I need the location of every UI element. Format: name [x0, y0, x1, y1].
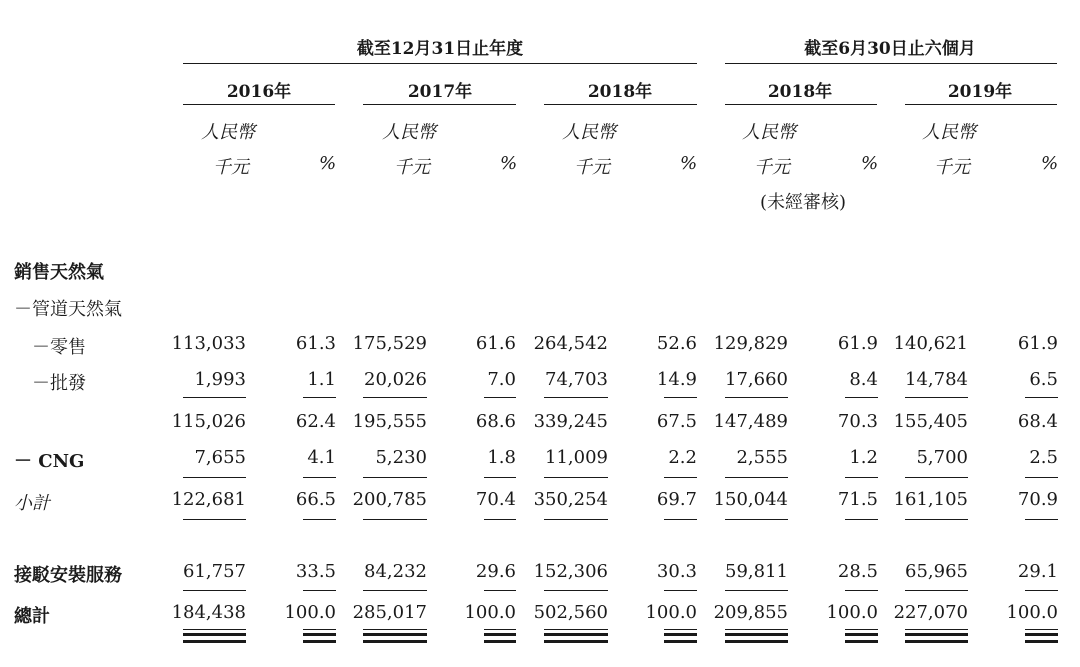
- subtotal-underline: [363, 519, 427, 520]
- percent-cell: 70.9: [1017, 489, 1058, 510]
- amount-cell: 113,033: [171, 333, 246, 354]
- unit-currency: 人民幣: [922, 122, 976, 143]
- amount-cell: 155,405: [893, 411, 968, 432]
- total-overline: [905, 629, 968, 630]
- total-double-rule: [183, 640, 246, 643]
- service-rule: [303, 590, 336, 591]
- amount-cell: 74,703: [545, 369, 608, 390]
- total-double-rule: [183, 633, 246, 636]
- percent-cell: 33.5: [295, 561, 336, 582]
- percent-cell: 70.4: [475, 489, 516, 510]
- subtotal-underline: [905, 519, 968, 520]
- percent-cell: 30.3: [656, 561, 697, 582]
- percent-cell: 29.1: [1017, 561, 1058, 582]
- percent-cell: 1.8: [487, 447, 516, 468]
- amount-cell: 2,555: [736, 447, 788, 468]
- percent-cell: 61.9: [837, 333, 878, 354]
- percent-cell: 4.1: [307, 447, 336, 468]
- total-overline: [484, 629, 516, 630]
- row-label: 總計: [14, 606, 50, 627]
- amount-cell: 17,660: [725, 369, 788, 390]
- amount-cell: 175,529: [352, 333, 427, 354]
- percent-cell: 100.0: [645, 602, 697, 623]
- cng-rule: [363, 477, 427, 478]
- total-double-rule: [664, 633, 697, 636]
- year-rule: [725, 104, 877, 105]
- cng-rule: [303, 477, 336, 478]
- row-label: － CNG: [14, 451, 85, 472]
- cng-rule: [725, 477, 788, 478]
- percent-cell: 61.6: [475, 333, 516, 354]
- unit-currency: 人民幣: [201, 122, 255, 143]
- total-overline: [363, 629, 427, 630]
- header-year-period: 截至12月31日止年度: [356, 39, 524, 59]
- amount-cell: 61,757: [183, 561, 246, 582]
- cng-rule: [183, 477, 246, 478]
- percent-cell: 28.5: [837, 561, 878, 582]
- amount-cell: 161,105: [893, 489, 968, 510]
- subtotal-rule: [725, 397, 788, 398]
- amount-cell: 129,829: [713, 333, 788, 354]
- cng-rule: [484, 477, 516, 478]
- total-double-rule: [544, 633, 608, 636]
- unit-thousand: 千元: [394, 157, 430, 178]
- amount-cell: 285,017: [352, 602, 427, 623]
- cng-rule: [544, 477, 608, 478]
- amount-cell: 227,070: [893, 602, 968, 623]
- subtotal-underline: [1025, 519, 1058, 520]
- unit-currency: 人民幣: [382, 122, 436, 143]
- unit-thousand: 千元: [754, 157, 790, 178]
- subtotal-underline: [544, 519, 608, 520]
- unit-percent: %: [500, 153, 518, 174]
- total-double-rule: [303, 633, 336, 636]
- amount-cell: 140,621: [893, 333, 968, 354]
- subtotal-underline: [183, 519, 246, 520]
- subtotal-rule: [363, 397, 427, 398]
- total-double-rule: [303, 640, 336, 643]
- amount-cell: 20,026: [364, 369, 427, 390]
- year-header-2017: 2017年: [407, 82, 473, 102]
- percent-cell: 69.7: [656, 489, 697, 510]
- year-header-2016: 2016年: [226, 82, 292, 102]
- service-rule: [484, 590, 516, 591]
- total-overline: [1025, 629, 1058, 630]
- percent-cell: 2.5: [1029, 447, 1058, 468]
- cng-rule: [1025, 477, 1058, 478]
- amount-cell: 14,784: [905, 369, 968, 390]
- unit-currency: 人民幣: [742, 122, 796, 143]
- amount-cell: 200,785: [352, 489, 427, 510]
- group-rule-year: [183, 63, 697, 64]
- unit-thousand: 千元: [574, 157, 610, 178]
- subtotal-rule: [664, 397, 697, 398]
- row-label: －批發: [32, 373, 86, 394]
- percent-cell: 14.9: [656, 369, 697, 390]
- amount-cell: 59,811: [725, 561, 788, 582]
- subtotal-rule: [845, 397, 878, 398]
- subtotal-rule: [544, 397, 608, 398]
- amount-cell: 209,855: [713, 602, 788, 623]
- total-double-rule: [363, 633, 427, 636]
- amount-cell: 5,230: [375, 447, 427, 468]
- amount-cell: 339,245: [533, 411, 608, 432]
- amount-cell: 115,026: [171, 411, 246, 432]
- row-label: 銷售天然氣: [14, 262, 104, 283]
- total-double-rule: [725, 633, 788, 636]
- percent-cell: 61.3: [295, 333, 336, 354]
- unit-percent: %: [861, 153, 879, 174]
- amount-cell: 11,009: [545, 447, 608, 468]
- service-rule: [1025, 590, 1058, 591]
- cng-rule: [905, 477, 968, 478]
- subtotal-rule: [303, 397, 336, 398]
- percent-cell: 70.3: [837, 411, 878, 432]
- amount-cell: 184,438: [171, 602, 246, 623]
- unit-percent: %: [680, 153, 698, 174]
- percent-cell: 68.4: [1017, 411, 1058, 432]
- total-overline: [664, 629, 697, 630]
- subtotal-underline: [484, 519, 516, 520]
- service-rule: [183, 590, 246, 591]
- year-rule: [905, 104, 1057, 105]
- subtotal-underline: [845, 519, 878, 520]
- total-double-rule: [664, 640, 697, 643]
- amount-cell: 5,700: [916, 447, 968, 468]
- year-header-2018: 2018年: [587, 82, 653, 102]
- total-double-rule: [484, 633, 516, 636]
- percent-cell: 67.5: [656, 411, 697, 432]
- row-label: －管道天然氣: [14, 299, 122, 320]
- total-double-rule: [484, 640, 516, 643]
- amount-cell: 502,560: [533, 602, 608, 623]
- percent-cell: 1.1: [307, 369, 336, 390]
- subtotal-underline: [303, 519, 336, 520]
- total-double-rule: [544, 640, 608, 643]
- total-overline: [544, 629, 608, 630]
- row-label: 接駁安裝服務: [14, 565, 122, 586]
- service-rule: [664, 590, 697, 591]
- header-half-year-period: 截至6月30日止六個月: [804, 39, 976, 59]
- total-double-rule: [1025, 633, 1058, 636]
- percent-cell: 71.5: [837, 489, 878, 510]
- amount-cell: 195,555: [352, 411, 427, 432]
- year-header-2018-h1: 2018年: [767, 82, 833, 102]
- unaudited-note: (未經審核): [760, 192, 847, 213]
- total-double-rule: [1025, 640, 1058, 643]
- unit-percent: %: [1041, 153, 1059, 174]
- percent-cell: 68.6: [475, 411, 516, 432]
- amount-cell: 150,044: [713, 489, 788, 510]
- service-rule: [845, 590, 878, 591]
- amount-cell: 152,306: [533, 561, 608, 582]
- total-overline: [725, 629, 788, 630]
- unit-currency: 人民幣: [562, 122, 616, 143]
- year-rule: [544, 104, 697, 105]
- percent-cell: 8.4: [849, 369, 878, 390]
- cng-rule: [664, 477, 697, 478]
- year-rule: [363, 104, 516, 105]
- total-double-rule: [905, 640, 968, 643]
- amount-cell: 122,681: [171, 489, 246, 510]
- subtotal-underline: [725, 519, 788, 520]
- subtotal-rule: [905, 397, 968, 398]
- subtotal-rule: [484, 397, 516, 398]
- amount-cell: 65,965: [905, 561, 968, 582]
- amount-cell: 7,655: [194, 447, 246, 468]
- group-rule-half: [725, 63, 1057, 64]
- total-double-rule: [725, 640, 788, 643]
- unit-percent: %: [319, 153, 337, 174]
- percent-cell: 7.0: [487, 369, 516, 390]
- year-header-2019-h1: 2019年: [947, 82, 1013, 102]
- percent-cell: 100.0: [826, 602, 878, 623]
- subtotal-rule: [1025, 397, 1058, 398]
- amount-cell: 84,232: [364, 561, 427, 582]
- subtotal-underline: [664, 519, 697, 520]
- total-double-rule: [845, 640, 878, 643]
- total-double-rule: [905, 633, 968, 636]
- percent-cell: 100.0: [464, 602, 516, 623]
- row-label: 小計: [14, 493, 50, 514]
- amount-cell: 350,254: [533, 489, 608, 510]
- percent-cell: 61.9: [1017, 333, 1058, 354]
- cng-rule: [845, 477, 878, 478]
- total-overline: [183, 629, 246, 630]
- amount-cell: 147,489: [713, 411, 788, 432]
- percent-cell: 29.6: [475, 561, 516, 582]
- amount-cell: 1,993: [194, 369, 246, 390]
- year-rule: [183, 104, 335, 105]
- percent-cell: 1.2: [849, 447, 878, 468]
- total-double-rule: [845, 633, 878, 636]
- total-overline: [303, 629, 336, 630]
- unit-thousand: 千元: [213, 157, 249, 178]
- service-rule: [905, 590, 968, 591]
- percent-cell: 62.4: [295, 411, 336, 432]
- service-rule: [725, 590, 788, 591]
- row-label: －零售: [32, 337, 86, 358]
- unit-thousand: 千元: [934, 157, 970, 178]
- percent-cell: 6.5: [1029, 369, 1058, 390]
- percent-cell: 52.6: [656, 333, 697, 354]
- subtotal-rule: [183, 397, 246, 398]
- percent-cell: 66.5: [295, 489, 336, 510]
- service-rule: [363, 590, 427, 591]
- percent-cell: 2.2: [668, 447, 697, 468]
- amount-cell: 264,542: [533, 333, 608, 354]
- total-double-rule: [363, 640, 427, 643]
- total-overline: [845, 629, 878, 630]
- service-rule: [544, 590, 608, 591]
- percent-cell: 100.0: [1006, 602, 1058, 623]
- percent-cell: 100.0: [284, 602, 336, 623]
